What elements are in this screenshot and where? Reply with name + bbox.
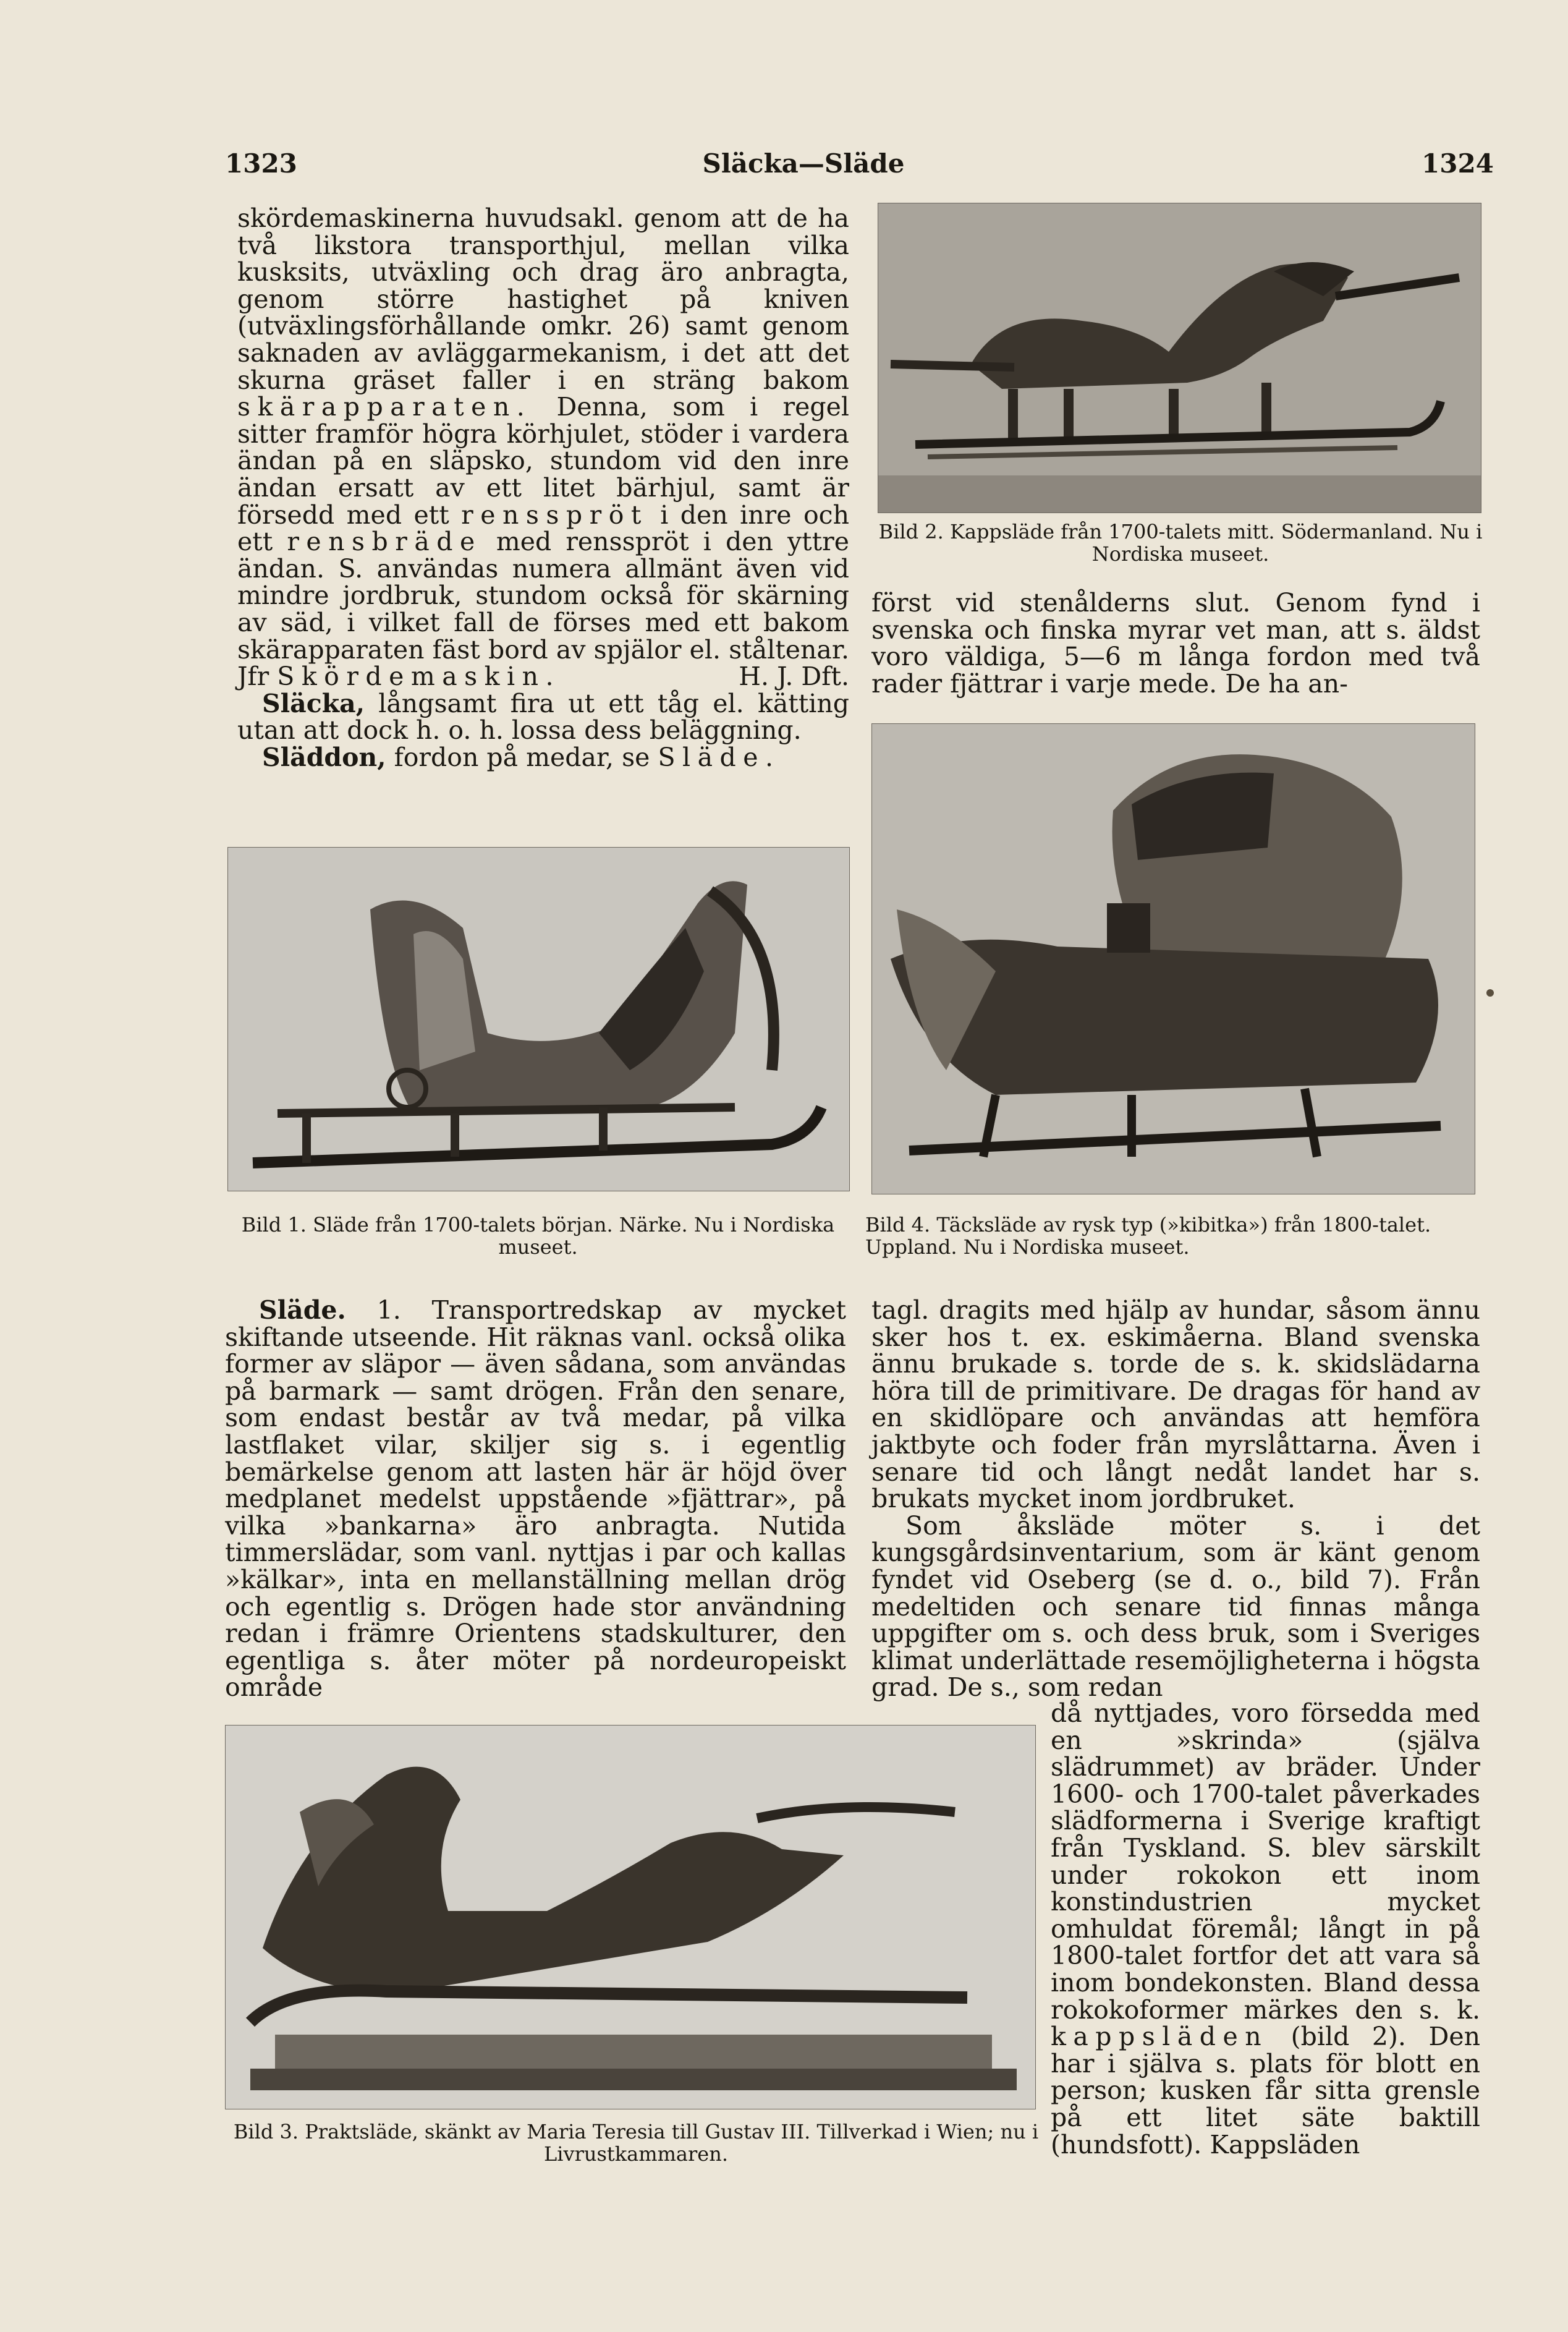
figure-4-caption bbox=[865, 1214, 1483, 1258]
spaced-term: rensbräde bbox=[287, 527, 482, 557]
page-number-left: 1323 bbox=[225, 148, 297, 179]
ink-spot bbox=[1486, 989, 1494, 997]
spaced-term: rensspröt bbox=[461, 500, 648, 530]
figure-label: Bild 3. bbox=[233, 2120, 299, 2143]
body-text: Som åksläde möter s. i det kungsgårdsinventarium, som är känt genom fyndet vid Oseberg (se d. o., bild 7). Från medeltiden och senare tid finnas många uppgifter om s. och dess bruk, som i Sveriges klimat underlättade resemöjligheterna i högsta grad. De s., som redan bbox=[871, 1510, 1480, 1703]
body-text: skördemaskinerna huvudsakl. genom att de ha två likstora transporthjul, mellan vilka kusksits, utväxling och drag äro anbragta, genom större hastighet på kniven (utväxlingsförhållande omkr. 26) samt genom saknaden av avläggarmekanism, i det att det skurna gräset faller i en sträng bakom bbox=[237, 203, 849, 395]
entry-slade bbox=[225, 1297, 846, 1701]
cross-reference: Släde. bbox=[658, 742, 781, 772]
figure-caption-text: Praktsläde, skänkt av Maria Teresia till Gustav III. Tillverkad i Wien; nu i Livrustkammaren. bbox=[305, 2120, 1039, 2166]
tackslade-illustration bbox=[872, 724, 1475, 1194]
figure-2-caption bbox=[871, 521, 1490, 565]
left-column-top-text bbox=[237, 205, 849, 771]
figure-label: Bild 1. bbox=[241, 1213, 307, 1236]
page-number-right: 1324 bbox=[1422, 148, 1494, 179]
body-text: då nyttjades, voro försedda med en »skrinda» (själva slädrummet) av bräder. Under 1600- och 1700-talet påverkades slädformerna i Sverige kraftigt från Tyskland. S. blev särskilt under rokokon ett inom konstindustrien mycket omhuldat föremål; långt in på 1800-talet fortfor det att vara så inom bondekonsten. Bland dessa rokokoformer märkes den s. k. bbox=[1051, 1698, 1480, 2025]
running-title: Släcka—Släde bbox=[702, 148, 905, 179]
cross-reference: Skördemaskin. bbox=[277, 662, 561, 692]
right-column-narrow-text bbox=[1051, 1700, 1480, 2158]
spaced-term: kappsläden bbox=[1051, 2022, 1269, 2052]
figure-2-photo bbox=[878, 203, 1481, 513]
praktslade-illustration bbox=[226, 1726, 1035, 2109]
figure-label: Bild 2. bbox=[878, 520, 944, 543]
kappslade-illustration bbox=[878, 203, 1481, 513]
left-column-bottom-text bbox=[225, 1297, 846, 1701]
body-text: med rensspröt i den yttre ändan. S. användas numera allmänt även vid mindre jordbruk, stundom också för skärning av säd, i vilket fall de förses med ett bakom skärapparaten fäst bord av spjälor el. ståltenar. Jfr bbox=[237, 527, 849, 692]
body-text: 1. Transportredskap av mycket skiftande utseende. Hit räknas vanl. också olika former av släpor — även sådana, som användas på barmark — samt drögen. Från den senare, som endast består av två medar, på vilka lastflaket vilar, skiljer sig s. i egentlig bemärkelse genom att lasten här är höjd över medplanet medelst uppstående »fjättrar», på vilka »bankarna» äro anbragta. Nutida timmerslädar, som vanl. nyttjas i par och kallas »kälkar», inta en mellanställning mellan drög och egentlig s. Drögen hade stor användning redan i främre Orientens stadskulturer, den egentliga s. åter möter på nordeuropeiskt område bbox=[225, 1295, 846, 1703]
body-text: först vid stenålderns slut. Genom fynd i svenska och finska myrar vet man, att s. äldst voro väldiga, 5—6 m långa fordon med två rader fjättrar i varje mede. De ha an- bbox=[871, 588, 1480, 699]
figure-caption-text: Släde från 1700-talets början. Närke. Nu i Nordiska museet. bbox=[313, 1213, 835, 1259]
entry-headword: Släcka, bbox=[262, 688, 365, 718]
figure-3-caption bbox=[225, 2121, 1047, 2165]
author-signature: H. J. Dft. bbox=[739, 662, 849, 692]
figure-caption-text: Kappsläde från 1700-talets mitt. Södermanland. Nu i Nordiska museet. bbox=[949, 520, 1483, 566]
entry-text: fordon på medar, se bbox=[394, 742, 650, 772]
body-text: i den inre och ett bbox=[237, 500, 849, 557]
right-column-top-text bbox=[871, 590, 1480, 697]
body-text: tagl. dragits med hjälp av hundar, såsom ännu sker hos t. ex. eskimåerna. Bland svenska ännu brukade s. torde de s. k. skidslädarna höra till de primitivare. De dragas för hand av en skidlöpare och användas att hemföra jaktbyte och foder från myrslåttarna. Även i senare tid och långt nedåt landet har s. brukats mycket inom jordbruket. bbox=[871, 1295, 1480, 1514]
figure-1-caption bbox=[227, 1214, 849, 1258]
figure-label: Bild 4. bbox=[865, 1213, 931, 1236]
figure-3-photo bbox=[225, 1725, 1036, 2109]
spaced-term: skärapparaten. bbox=[237, 392, 532, 422]
entry-headword: Släde. bbox=[259, 1295, 346, 1325]
figure-4-photo bbox=[871, 723, 1475, 1194]
figure-1-photo bbox=[227, 847, 850, 1191]
entry-text: långsamt fira ut ett tåg el. kätting utan att dock h. o. h. lossa dess beläggning. bbox=[237, 688, 849, 746]
slade-1700-illustration bbox=[228, 848, 849, 1191]
right-column-bottom-text bbox=[871, 1297, 1480, 1701]
entry-sladdon bbox=[237, 744, 849, 772]
paragraph-kappslade bbox=[1051, 1700, 1480, 2158]
body-text: (bild 2). Den har i själva s. plats för blott en person; kusken får sitta grensle på ett litet säte baktill (hundsfott). Kappsläden bbox=[1051, 2022, 1480, 2160]
entry-headword: Släddon, bbox=[262, 742, 386, 772]
figure-caption-text: Täcksläde av rysk typ (»kibitka») från 1800-talet. Uppland. Nu i Nordiska museet. bbox=[865, 1213, 1431, 1259]
body-text: Denna, som i regel sitter framför högra körhjulet, stöder i vardera ändan på en släpsko, stundom vid den inre ändan ersatt av ett litet bärhjul, samt är försedd med ett bbox=[237, 392, 849, 530]
entry-slacka bbox=[237, 688, 849, 746]
paragraph-skordemaskin bbox=[237, 205, 849, 691]
